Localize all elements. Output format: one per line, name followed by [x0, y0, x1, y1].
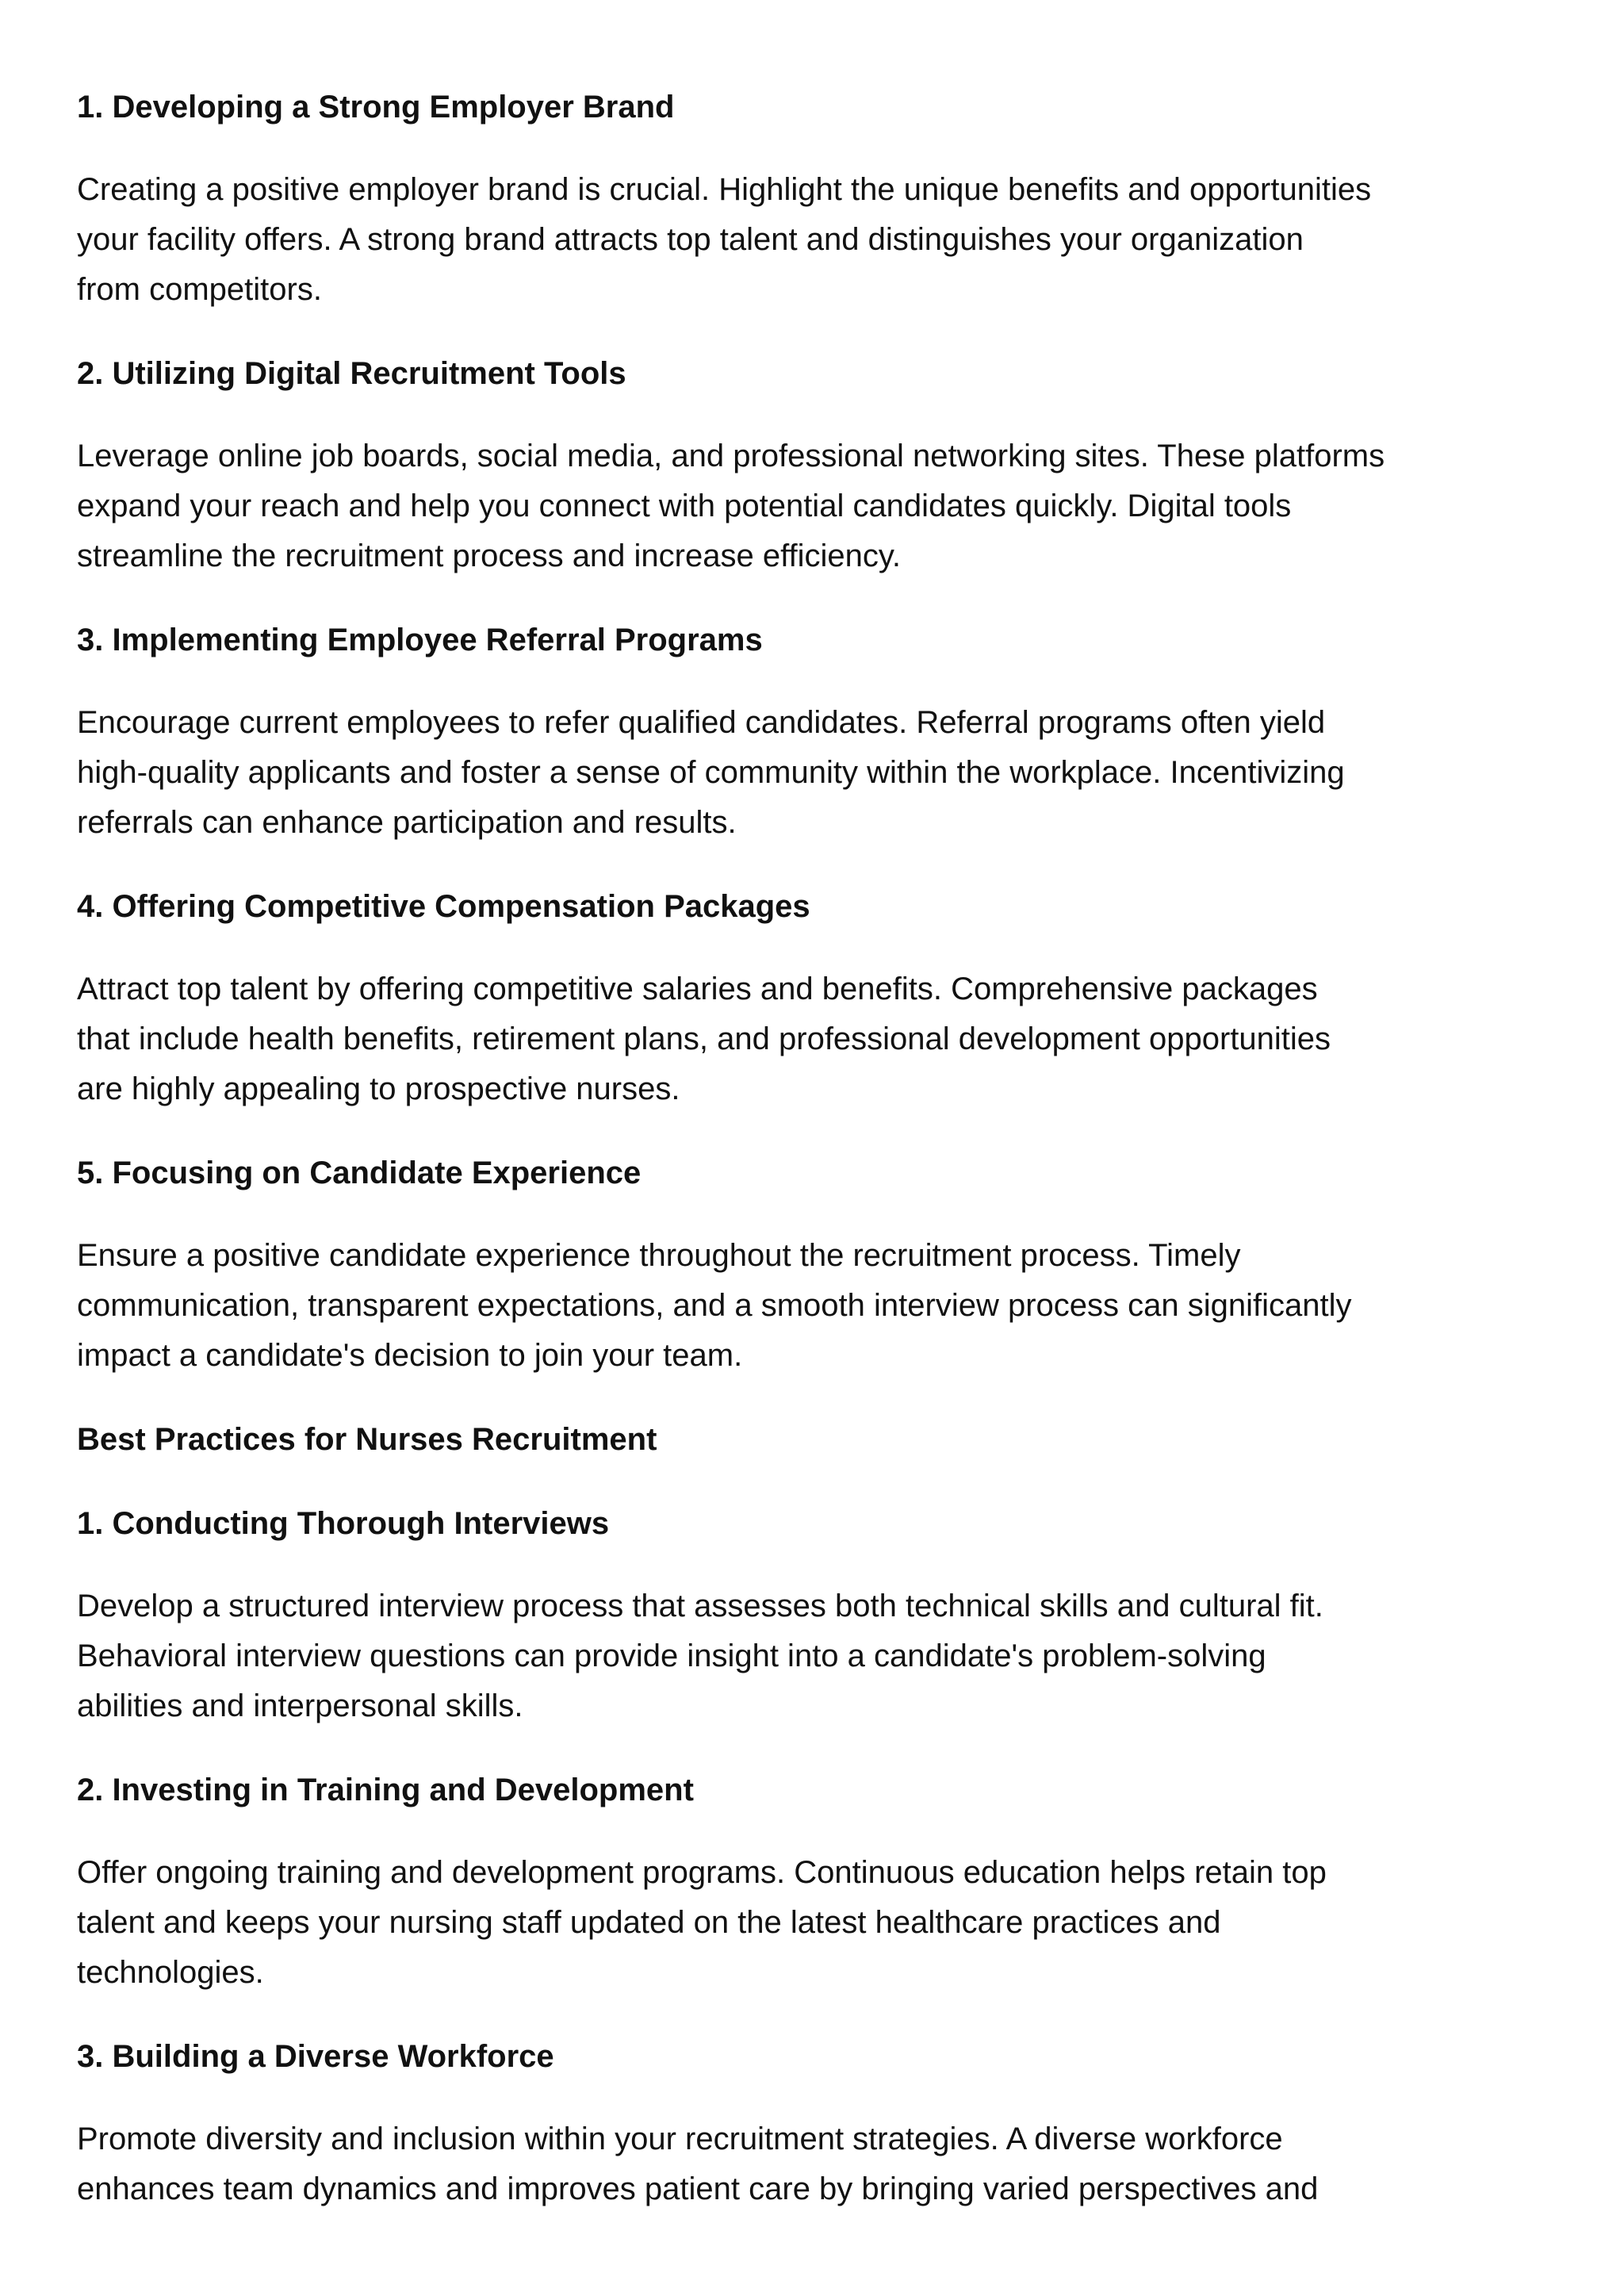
paragraph-line: communication, transparent expectations, and a smooth interview process can significantly — [77, 1288, 1352, 1323]
section-heading: 5. Focusing on Candidate Experience — [77, 1156, 642, 1190]
paragraph-line: Develop a structured interview process that assesses both technical skills and cultural fit. — [77, 1589, 1323, 1623]
best-practices-heading: Best Practices for Nurses Recruitment — [77, 1422, 657, 1457]
paragraph-line: Behavioral interview questions can provide insight into a candidate's problem-solving — [77, 1639, 1266, 1673]
paragraph-line: technologies. — [77, 1955, 264, 1990]
section-paragraph — [77, 1848, 1568, 1998]
section-paragraph — [77, 431, 1568, 581]
paragraph-line: abilities and interpersonal skills. — [77, 1688, 523, 1723]
section-heading: 1. Developing a Strong Employer Brand — [77, 90, 675, 125]
paragraph-line: are highly appealing to prospective nurses. — [77, 1071, 680, 1106]
paragraph-line: Ensure a positive candidate experience throughout the recruitment process. Timely — [77, 1238, 1241, 1273]
section-paragraph — [77, 964, 1568, 1114]
section-heading: 1. Conducting Thorough Interviews — [77, 1506, 610, 1541]
section-heading: 4. Offering Competitive Compensation Packages — [77, 889, 810, 924]
section-paragraph — [77, 698, 1568, 848]
paragraph-line: that include health benefits, retirement plans, and professional development opportunities — [77, 1022, 1331, 1056]
paragraph-line: high-quality applicants and foster a sense of community within the workplace. Incentivizing — [77, 755, 1345, 790]
paragraph-line: your facility offers. A strong brand attracts top talent and distinguishes your organization — [77, 222, 1304, 257]
document-page — [77, 82, 1568, 2214]
section-heading: 2. Utilizing Digital Recruitment Tools — [77, 356, 626, 391]
section-paragraph — [77, 1581, 1568, 1731]
paragraph-line: enhances team dynamics and improves patient care by bringing varied perspectives and — [77, 2171, 1319, 2206]
paragraph-line: from competitors. — [77, 272, 322, 307]
paragraph-line: Encourage current employees to refer qualified candidates. Referral programs often yield — [77, 705, 1326, 740]
paragraph-line: Offer ongoing training and development programs. Continuous education helps retain top — [77, 1855, 1327, 1890]
paragraph-line: referrals can enhance participation and results. — [77, 805, 737, 840]
section-heading: 3. Implementing Employee Referral Programs — [77, 623, 763, 657]
section-paragraph — [77, 1231, 1568, 1381]
section-paragraph — [77, 2114, 1568, 2214]
paragraph-line: Promote diversity and inclusion within your recruitment strategies. A diverse workforce — [77, 2122, 1283, 2156]
section-paragraph — [77, 165, 1568, 315]
section-heading: 2. Investing in Training and Development — [77, 1773, 694, 1807]
paragraph-line: impact a candidate's decision to join your team. — [77, 1338, 743, 1373]
paragraph-line: talent and keeps your nursing staff updated on the latest healthcare practices and — [77, 1905, 1221, 1940]
paragraph-line: Creating a positive employer brand is crucial. Highlight the unique benefits and opportunities — [77, 172, 1372, 207]
section-heading: 3. Building a Diverse Workforce — [77, 2039, 554, 2074]
paragraph-line: streamline the recruitment process and increase efficiency. — [77, 539, 902, 573]
paragraph-line: Leverage online job boards, social media, and professional networking sites. These platforms — [77, 439, 1385, 473]
paragraph-line: Attract top talent by offering competitive salaries and benefits. Comprehensive packages — [77, 972, 1318, 1006]
paragraph-line: expand your reach and help you connect with potential candidates quickly. Digital tools — [77, 489, 1292, 523]
